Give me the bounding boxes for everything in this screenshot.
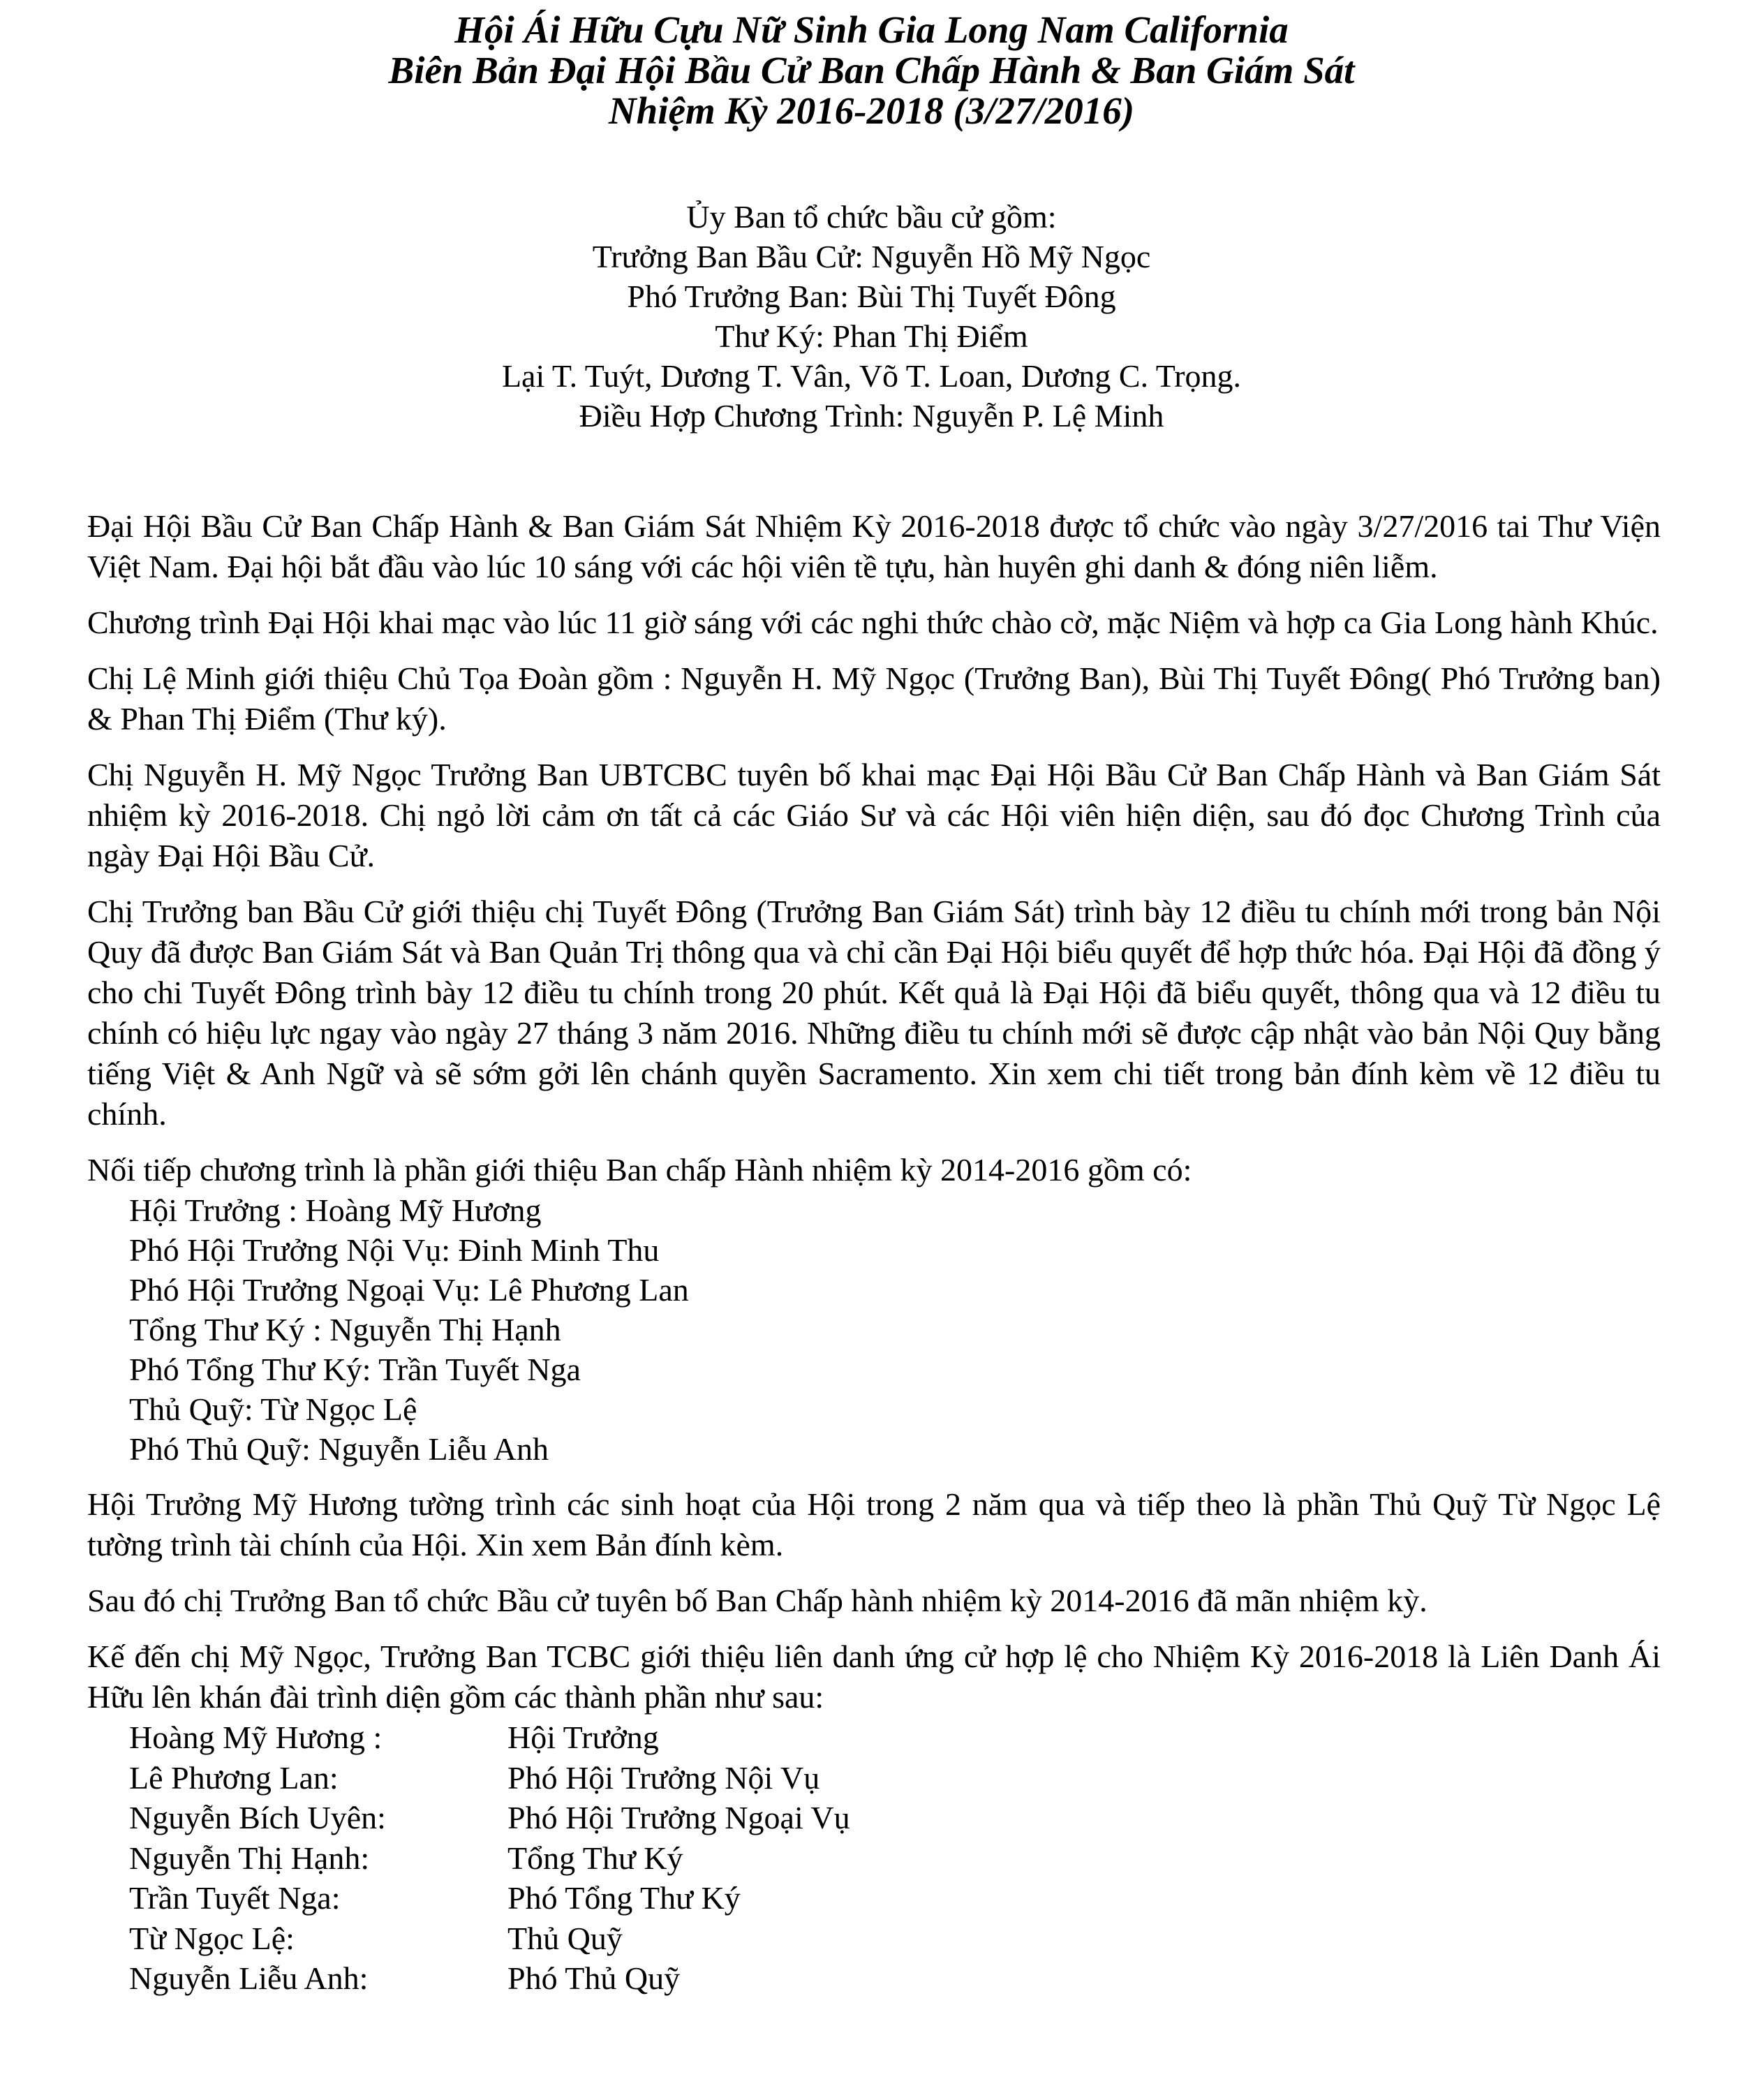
list-item: Hội Trưởng : Hoàng Mỹ Hương xyxy=(129,1192,542,1228)
committee-vice-chair: Phó Trưởng Ban: Bùi Thị Tuyết Đông xyxy=(627,279,1116,314)
table-row xyxy=(87,1878,1661,1918)
committee-heading: Ủy Ban tổ chức bầu cử gồm: xyxy=(686,199,1057,235)
table-row xyxy=(87,1798,1661,1838)
list-item: Phó Hội Trưởng Ngoại Vụ: Lê Phương Lan xyxy=(129,1272,689,1308)
candidate-name: Nguyễn Thị Hạnh: xyxy=(129,1840,370,1876)
list-item: Thủ Quỹ: Từ Ngọc Lệ xyxy=(129,1391,417,1427)
table-row xyxy=(87,1717,1661,1758)
paragraph-report: Hội Trưởng Mỹ Hương tường trình các sinh hoạt của Hội trong 2 năm qua và tiếp theo là phần Thủ Quỹ Từ Ngọc Lệ tường trình tài chính của Hội. Xin xem Bản đính kèm. xyxy=(87,1486,1661,1562)
candidate-name: Trần Tuyết Nga: xyxy=(129,1880,341,1916)
paragraph-declaration: Chị Nguyễn H. Mỹ Ngọc Trưởng Ban UBTCBC tuyên bố khai mạc Đại Hội Bầu Cử Ban Chấp Hành và Ban Giám Sát nhiệm kỳ 2016-2018. Chị ngỏ lời cảm ơn tất cả các Giáo Sư và các Hội viên hiện diện, sau đó đọc Chương Trình của ngày Đại Hội Bầu Cử. xyxy=(87,757,1661,873)
title-line-minutes: Biên Bản Đại Hội Bầu Cử Ban Chấp Hành & Ban Giám Sát xyxy=(388,49,1355,91)
committee-secretary: Thư Ký: Phan Thị Điểm xyxy=(715,318,1028,354)
candidate-role: Tổng Thư Ký xyxy=(507,1840,683,1876)
candidate-name: Nguyễn Bích Uyên: xyxy=(129,1800,386,1835)
election-committee xyxy=(0,197,1743,436)
candidate-role: Phó Hội Trưởng Nội Vụ xyxy=(507,1759,820,1796)
committee-coordinator: Điều Hợp Chương Trình: Nguyễn P. Lệ Minh xyxy=(579,398,1164,434)
title-line-term: Nhiệm Kỳ 2016-2018 (3/27/2016) xyxy=(608,89,1135,132)
table-row xyxy=(87,1918,1661,1959)
paragraph-opening: Đại Hội Bầu Cử Ban Chấp Hành & Ban Giám Sát Nhiệm Kỳ 2016-2018 được tổ chức vào ngày 3/27/2016 tai Thư Viện Việt Nam. Đại hội bắt đầu vào lúc 10 sáng với các hội viên tề tựu, hàn huyên ghi danh & đóng niên liễm. xyxy=(87,508,1661,584)
table-row xyxy=(87,1958,1661,1999)
candidate-role: Phó Tổng Thư Ký xyxy=(507,1880,741,1916)
paragraph-presidium: Chị Lệ Minh giới thiệu Chủ Tọa Đoàn gồm : Nguyễn H. Mỹ Ngọc (Trưởng Ban), Bùi Thị Tuyết Đông( Phó Trưởng ban) & Phan Thị Điểm (Thư ký). xyxy=(87,660,1661,737)
document-title xyxy=(0,10,1743,131)
list-item: Phó Tổng Thư Ký: Trần Tuyết Nga xyxy=(129,1352,581,1387)
list-item: Tổng Thư Ký : Nguyễn Thị Hạnh xyxy=(129,1312,561,1347)
candidate-role: Phó Hội Trưởng Ngoại Vụ xyxy=(507,1800,850,1835)
list-item: Phó Hội Trưởng Nội Vụ: Đinh Minh Thu xyxy=(129,1232,660,1268)
incumbent-member-list xyxy=(87,1190,1661,1469)
slate-intro: Kế đến chị Mỹ Ngọc, Trưởng Ban TCBC giới thiệu liên danh ứng cử hợp lệ cho Nhiệm Kỳ 2016-2018 là Liên Danh Ái Hữu lên khán đài trình diện gồm các thành phần như sau: xyxy=(87,1639,1661,1715)
candidate-name: Nguyễn Liễu Anh: xyxy=(129,1960,369,1996)
candidate-name: Lê Phương Lan: xyxy=(129,1759,339,1796)
table-row xyxy=(87,1758,1661,1798)
title-line-association: Hội Ái Hữu Cựu Nữ Sinh Gia Long Nam California xyxy=(454,8,1289,51)
candidate-name: Hoàng Mỹ Hương : xyxy=(129,1720,383,1755)
candidate-slate-table xyxy=(87,1717,1661,1999)
candidate-name: Từ Ngọc Lệ: xyxy=(129,1920,295,1956)
list-item: Phó Thủ Quỹ: Nguyễn Liễu Anh xyxy=(129,1431,549,1467)
paragraph-amendments: Chị Trưởng ban Bầu Cử giới thiệu chị Tuyết Đông (Trưởng Ban Giám Sát) trình bày 12 điều tu chính mới trong bản Nội Quy đã được Ban Giám Sát và Ban Quản Trị thông qua và chỉ cần Đại Hội biểu quyết để hợp thức hóa. Đại Hội đã đồng ý cho chi Tuyết Đông trình bày 12 điều tu chính trong 20 phút. Kết quả là Đại Hội đã biểu quyết, thông qua và 12 điều tu chính có hiệu lực ngay vào ngày 27 tháng 3 năm 2016. Những điều tu chính mới sẽ được cập nhật vào bản Nội Quy bằng tiếng Việt & Anh Ngữ và sẽ sớm gởi lên chánh quyền Sacramento. Xin xem chi tiết trong bản đính kèm về 12 điều tu chính. xyxy=(87,894,1661,1132)
paragraph-end-term: Sau đó chị Trưởng Ban tổ chức Bầu cử tuyên bố Ban Chấp hành nhiệm kỳ 2014-2016 đã mãn nhiệm kỳ. xyxy=(87,1583,1427,1618)
candidate-role: Hội Trưởng xyxy=(507,1720,659,1755)
document-body xyxy=(87,506,1661,1999)
paragraph-ceremony: Chương trình Đại Hội khai mạc vào lúc 11 giờ sáng với các nghi thức chào cờ, mặc Niệm và hợp ca Gia Long hành Khúc. xyxy=(87,605,1659,640)
incumbent-intro: Nối tiếp chương trình là phần giới thiệu Ban chấp Hành nhiệm kỳ 2014-2016 gồm có: xyxy=(87,1152,1192,1188)
committee-chair: Trưởng Ban Bầu Cử: Nguyễn Hồ Mỹ Ngọc xyxy=(592,239,1151,274)
committee-members: Lại T. Tuýt, Dương T. Vân, Võ T. Loan, Dương C. Trọng. xyxy=(501,358,1242,394)
candidate-role: Thủ Quỹ xyxy=(507,1920,623,1956)
candidate-role: Phó Thủ Quỹ xyxy=(507,1960,681,1996)
table-row xyxy=(87,1838,1661,1879)
